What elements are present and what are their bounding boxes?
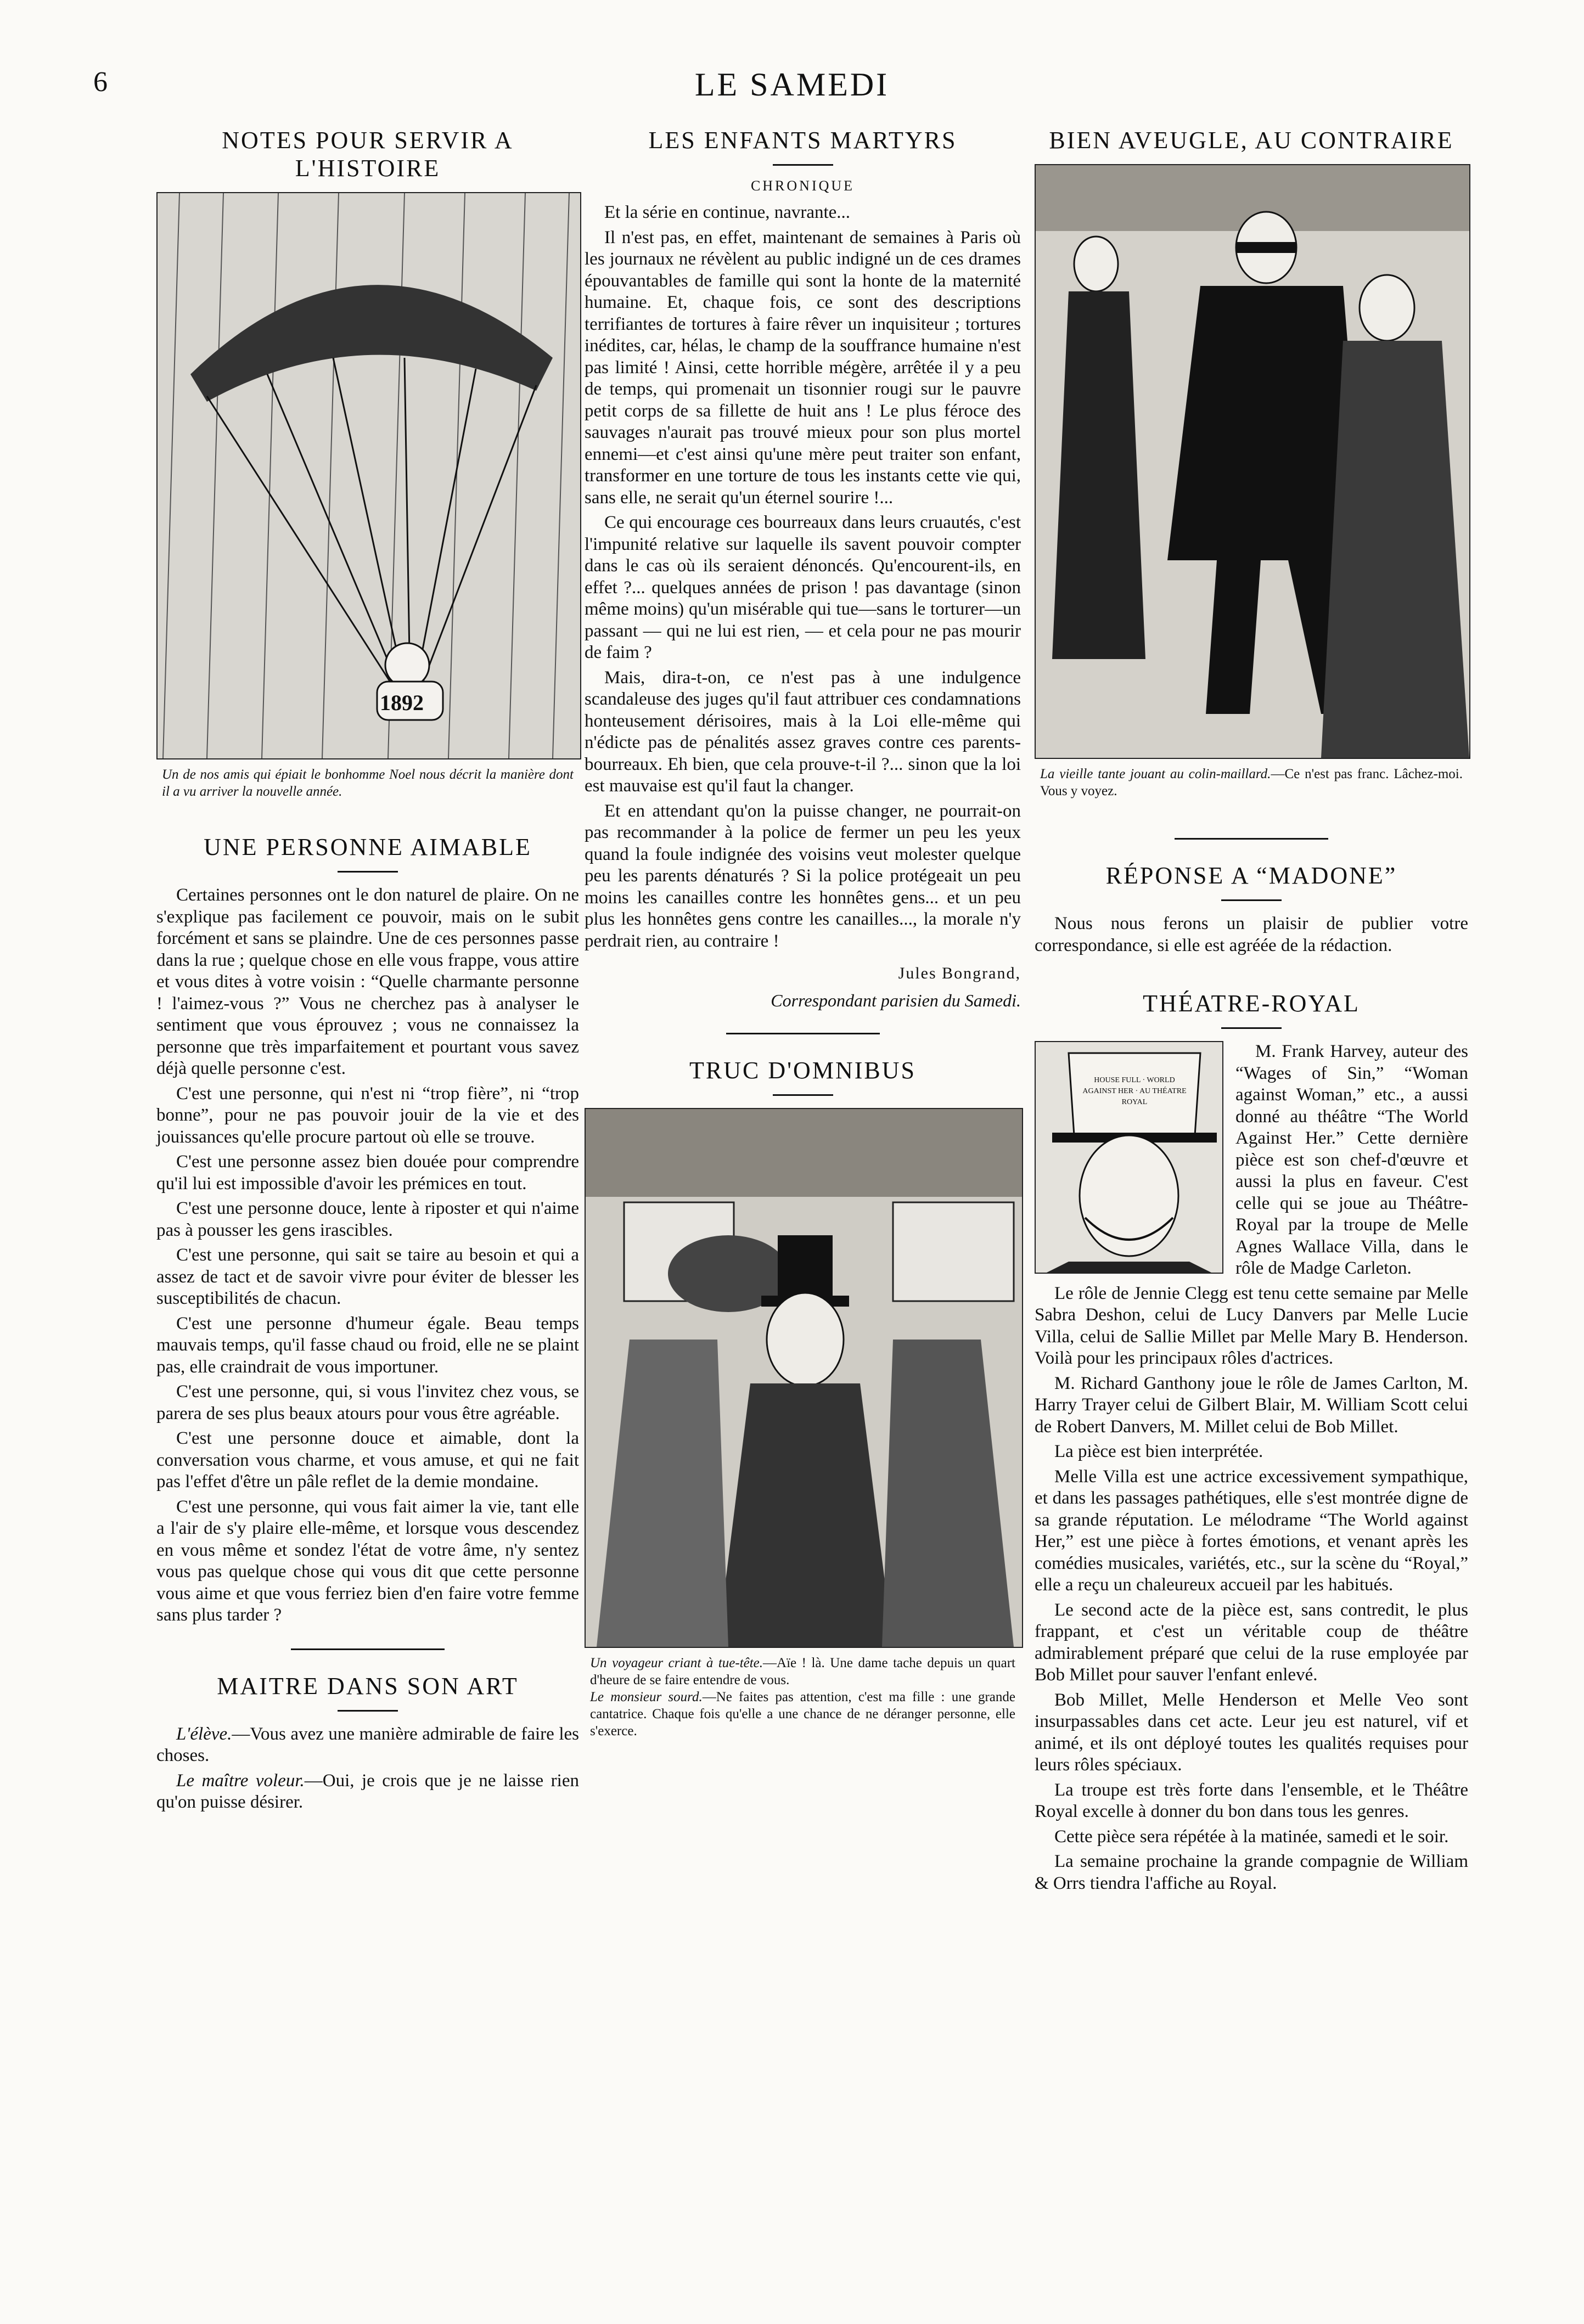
- aveugle-title: BIEN AVEUGLE, AU CONTRAIRE: [1049, 127, 1454, 154]
- truc-speaker-1: Un voyageur criant à tue-tête.: [590, 1656, 763, 1670]
- masthead: LE SAMEDI: [694, 66, 890, 103]
- divider: [1221, 899, 1282, 901]
- personne-paragraph: C'est une personne, qui vous fait aimer la vie, tant elle a l'air de s'y plaire elle-même, et lorsque vous descendez en vous même et sondez l'état de votre âme, n'y sentez vous pas quelque chose qui vous dit que cette personne vous aime et que vous ferriez bien d'en faire votre femme sans plus tarder ?: [156, 1496, 579, 1625]
- hat-lettering: HOUSE FULL · WORLD AGAINST HER · AU THÉATRE ROYAL: [1082, 1076, 1187, 1106]
- column-right: [1035, 126, 1468, 1894]
- personne-paragraph: C'est une personne d'humeur égale. Beau temps mauvais temps, qu'il fasse chaud ou froid, elle ne se plaint pas, elle craindrait de vous importuner.: [156, 1313, 579, 1377]
- maitre-line-1: —Vous avez une manière admirable de faire les choses.: [156, 1724, 579, 1765]
- maitre-line-2: —Oui, je crois que je ne laisse rien qu'on puisse désirer.: [156, 1770, 579, 1812]
- enfants-body: [585, 202, 1021, 952]
- column-middle: [585, 126, 1021, 1740]
- personne-title: UNE PERSONNE AIMABLE: [204, 834, 532, 860]
- personne-paragraph: C'est une personne douce, lente à riposter et qui n'aime pas à pousser les gens irascibles.: [156, 1198, 579, 1240]
- notes-title: NOTES POUR SERVIR A L'HISTOIRE: [222, 127, 514, 182]
- enfants-paragraph: Et la série en continue, navrante...: [604, 202, 851, 222]
- year-label: 1892: [380, 690, 424, 715]
- truc-speaker-2: Le monsieur sourd.: [590, 1690, 703, 1704]
- enfants-title: LES ENFANTS MARTYRS: [648, 127, 957, 154]
- divider: [338, 1710, 398, 1712]
- aveugle-caption: [1040, 766, 1463, 800]
- theatre-paragraph: Le rôle de Jennie Clegg est tenu cette semaine par Melle Sabra Deshon, celui de Lucy Danvers par Melle Lucie Villa, celui de Sallie Millet par Melle Mary B. Henderson. Voilà pour les principaux rôles d'actrices.: [1035, 1283, 1468, 1368]
- truc-line-2: —Ne faites pas attention, c'est ma fille : une grande cantatrice. Chaque fois qu'elle a une chance de ne déranger personne, elle s'exerce.: [590, 1690, 1015, 1738]
- blindmans-buff-illustration: [1035, 164, 1470, 759]
- maitre-dialog: [156, 1724, 579, 1814]
- theatre-paragraph: Le second acte de la pièce est, sans contredit, le plus frappant, et c'est un véritable coup de théâtre admirablement préparé que celui de la ruse employée par Bob Millet pour sauver l'enfant enlevé.: [1035, 1600, 1468, 1685]
- personne-paragraph: Certaines personnes ont le don naturel de plaire. On ne s'explique pas facilement ce pouvoir, mais on le subit forcément et sans se plaindre. Une de ces personnes passe dans la rue ; quelque chose en elle vous frappe, vous attire et vous dites à votre voisin : “Quelle charmante personne ! l'aimez-vous ?” Vous ne cherchez pas à analyser le sentiment que vous éprouvez ; vous ne connaissez la personne que très imparfaitement et pourtant vous savez déjà quelle personne c'est.: [156, 885, 579, 1078]
- maitre-speaker-2: Le maître voleur.: [176, 1770, 305, 1791]
- maitre-speaker-1: L'élève.: [176, 1724, 232, 1744]
- enfants-paragraph: Ce qui encourage ces bourreaux dans leurs cruautés, c'est l'impunité relative sur laquelle ils savent pouvoir compter dans le cas où ils seraient dénoncés. Qu'encourent-ils, en effet ?... quelques années de prison ! pas davantage (sinon même moins) qu'un misérable qui tue—sans le torturer—un passant — qui ne lui est rien, — et cela pour ne pas mourir de faim ?: [585, 513, 1021, 662]
- theatre-paragraph: Bob Millet, Melle Henderson et Melle Veo sont insurpassables dans cet acte. Leur jeu est naturel, vif et animé, et ils ont déployé toutes les qualités requises pour leurs rôles spéciaux.: [1035, 1690, 1468, 1775]
- theatre-paragraph: La pièce est bien interprétée.: [1054, 1442, 1263, 1461]
- enfants-paragraph: Et en attendant qu'on la puisse changer, ne pourrait-on pas recommander à la police de fermer un peu les yeux quand la foule indignée des voisins veut molester quelque peu les parents dénaturés ? Si la police protégeait un peu moins les canailles contre les honnêtes gens... et un peu plus les honnêtes gens contre les canailles..., la morale n'y perdrait rien, au contraire !: [585, 801, 1021, 951]
- personne-paragraph: C'est une personne, qui n'est ni “trop fière”, ni “trop bonne”, pour ne pas pouvoir jouir de la vie et des jouissances qu'elle procure partout où elle se trouve.: [156, 1083, 579, 1147]
- personne-body: [156, 885, 579, 1627]
- enfants-signature-role: Correspondant parisien du Samedi.: [771, 991, 1021, 1010]
- aveugle-caption-italic: La vieille tante jouant au colin-maillard.: [1040, 767, 1271, 781]
- theatre-paragraph: Cette pièce sera répétée à la matinée, samedi et le soir.: [1054, 1826, 1449, 1847]
- divider: [338, 871, 398, 873]
- personne-paragraph: C'est une personne, qui sait se taire au besoin et qui a assez de tact et de savoir vivre pour éviter de blesser les susceptibilités de chacun.: [156, 1245, 579, 1308]
- top-hat-man-illustration: [1035, 1041, 1223, 1274]
- theatre-paragraph: La semaine prochaine la grande compagnie de William & Orrs tiendra l'affiche au Royal.: [1035, 1852, 1468, 1893]
- divider: [773, 164, 833, 166]
- column-left: [156, 126, 579, 1814]
- divider: [1175, 838, 1328, 840]
- theatre-paragraph: La troupe est très forte dans l'ensemble, et le Théâtre Royal excelle à donner du bon dans tous les genres.: [1035, 1780, 1468, 1821]
- maitre-title: MAITRE DANS SON ART: [217, 1672, 519, 1700]
- enfants-paragraph: Mais, dira-t-on, ce n'est pas à une indulgence scandaleuse des juges qu'il faut attribuer ces condamnations honteusement dérisoires, mais à la Loi elle-même qui n'édicte pas de pénalités assez graves contre ces parents-bourreaux. Eh bien, que cela prouve-t-il ?... sinon que la loi est mauvaise est qu'il faut la changer.: [585, 667, 1021, 796]
- enfants-signature: Jules Bongrand,: [898, 964, 1021, 982]
- theatre-paragraph: M. Richard Ganthony joue le rôle de James Carlton, M. Harry Trayer celui de Gilbert Blair, M. William Scott celui de Robert Danvers, M. Millet celui de Bob Millet.: [1035, 1373, 1468, 1437]
- divider: [773, 1094, 833, 1096]
- page-number: 6: [93, 66, 109, 98]
- personne-paragraph: C'est une personne douce et aimable, dont la conversation vous charme, et vous amuse, et qui ne fait pas l'effet d'être un pâle reflet de la demie mondaine.: [156, 1428, 579, 1492]
- enfants-subtitle: CHRONIQUE: [750, 178, 855, 194]
- aveugle-caption-text: —Ce n'est pas franc. Lâchez-moi. Vous y voyez.: [1040, 767, 1463, 798]
- truc-line-1: —Aïe ! là. Une dame tache depuis un quart d'heure de se faire entendre de vous.: [590, 1656, 1016, 1687]
- theatre-paragraph: Melle Villa est une actrice excessivement sympathique, et dans les passages pathétiques, elle s'est montrée digne de sa grande réputation. Le mélodrame “The World against Her,” est une pièce à fortes émotions, et venant après les comédies musicales, variétés, etc., sur la scène du “Royal,” elle a reçu un chaleureux accueil par les habitués.: [1035, 1466, 1468, 1595]
- truc-title: TRUC D'OMNIBUS: [689, 1057, 916, 1084]
- divider: [291, 1648, 445, 1650]
- reponse-title: RÉPONSE A “MADONE”: [1105, 862, 1397, 889]
- personne-paragraph: C'est une personne assez bien douée pour comprendre qu'il lui est impossible d'avoir les prémices en tout.: [156, 1152, 579, 1194]
- theatre-title: THÉATRE-ROYAL: [1143, 990, 1360, 1017]
- theatre-body: [1035, 1041, 1468, 1894]
- parachute-illustration: [156, 192, 581, 759]
- divider: [1221, 1027, 1282, 1029]
- omnibus-illustration: [585, 1108, 1023, 1648]
- personne-paragraph: C'est une personne, qui, si vous l'invitez chez vous, se parera de ses plus beaux atours pour vous être agréable.: [156, 1382, 579, 1423]
- reponse-text: Nous nous ferons un plaisir de publier votre correspondance, si elle est agréée de la rédaction.: [1035, 914, 1468, 955]
- divider: [726, 1033, 880, 1034]
- enfants-paragraph: Il n'est pas, en effet, maintenant de semaines à Paris où les journaux ne révèlent au public indigné un de ces drames épouvantables de famille qui sont la honte de la maternité humaine. Et, chaque fois, ce sont des descriptions terrifiantes de tortures à faire rêver un inquisiteur ; tortures inédites, car, hélas, le champ de la souffrance humaine n'est pas limité ! Ainsi, cette horrible mégère, arrêtée il y a peu de temps, qui promenait un tisonnier rougi sur le pauvre petit corps de sa fillette de huit ans ! Le plus féroce des sauvages n'aurait pas trouvé mieux pour son plus mortel ennemi—et c'est ainsi qu'une mère peut traiter son enfant, transformer en une torture de tous les instants cette vie qui, sans elle, ne serait qu'un éternel sourire !...: [585, 227, 1021, 508]
- notes-caption: Un de nos amis qui épiait le bonhomme Noel nous décrit la manière dont il a vu arriver la nouvelle année.: [162, 767, 574, 799]
- theatre-paragraph: M. Frank Harvey, auteur des “Wages of Sin,” “Woman against Woman,” etc., a aussi donné au théâtre “The World Against Her.” Cette dernière pièce est son chef-d'œuvre et aussi la plus en faveur. C'est celle qui se joue au Théâtre-Royal par la troupe de Melle Agnes Wallace Villa, dans le rôle de Madge Carleton.: [1235, 1042, 1468, 1278]
- truc-caption: [590, 1655, 1015, 1740]
